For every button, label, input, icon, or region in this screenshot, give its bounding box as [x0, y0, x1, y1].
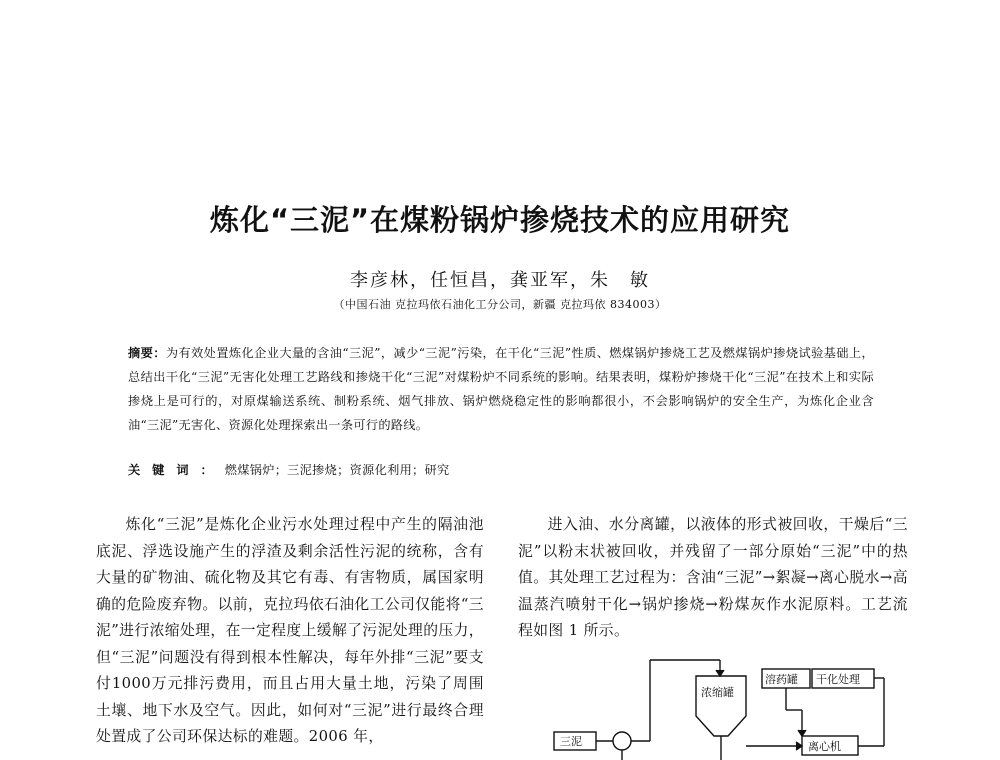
authors: 李彦林，任恒昌，龚亚军，朱 敏: [350, 270, 650, 291]
abstract-label: 摘要：: [128, 346, 166, 360]
centrifuge-label: 离心机: [808, 740, 841, 753]
body-paragraph-right: 进入油、水分离罐，以液体的形式被回收，干燥后“三泥”以粉末状被回收，并残留了一部分原始“三泥”中的热值。其处理工艺过程为：含油“三泥”→絮凝→离心脱水→高温蒸汽喷射干化→锅炉掺烧→粉煤灰作水泥原料。工艺流程如图 1 所示。: [518, 516, 908, 639]
keywords: [128, 462, 874, 478]
keywords-label: 关键词：: [128, 463, 225, 477]
keywords-text: 燃煤锅炉；三泥掺烧；资源化利用；研究: [224, 463, 450, 477]
affiliation: （中国石油 克拉玛依石油化工分公司，新疆 克拉玛依 834003）: [333, 298, 667, 311]
body-left-column: [96, 512, 484, 751]
abstract: [128, 341, 874, 437]
dosing-tank-label: 溶药罐: [765, 673, 798, 686]
thickener-tank: [696, 676, 746, 736]
drying-label: 干化处理: [816, 673, 860, 686]
pump-symbol: [613, 732, 631, 750]
process-flow-diagram: [540, 650, 900, 760]
paper-title: 炼化“三泥”在煤粉锅炉掺烧技术的应用研究: [209, 203, 791, 237]
body-paragraph-left: 炼化“三泥”是炼化企业污水处理过程中产生的隔油池底泥、浮选设施产生的浮渣及剩余活性污泥的统称，含有大量的矿物油、硫化物及其它有毒、有害物质，属国家明确的危险废弃物。以前，克拉玛依石油化工公司仅能将“三泥”进行浓缩处理，在一定程度上缓解了污泥处理的压力，但“三泥”问题没有得到根本性解决，每年外排“三泥”要支付1000万元排污费用，而且占用大量土地，污染了周围土壤、地下水及空气。因此，如何对“三泥”进行最终合理处置成了公司环保达标的难题。2006 年，: [96, 516, 485, 745]
thickener-label: 浓缩罐: [701, 686, 734, 699]
sanni-label: 三泥: [560, 735, 582, 748]
abstract-text: 为有效处置炼化企业大量的含油“三泥”，减少“三泥”污染，在干化“三泥”性质、燃煤锅炉掺烧工艺及燃煤锅炉掺烧试验基础上，总结出干化“三泥”无害化处理工艺路线和掺烧干化“三泥”对煤粉炉不同系统的影响。结果表明，煤粉炉掺烧干化“三泥”在技术上和实际掺烧上是可行的，对原煤输送系统、制粉系统、烟气排放、锅炉燃烧稳定性的影响都很小，不会影响锅炉的安全生产，为炼化企业含油“三泥”无害化、资源化处理探索出一条可行的路线。: [128, 346, 874, 432]
body-right-column: [518, 512, 908, 645]
